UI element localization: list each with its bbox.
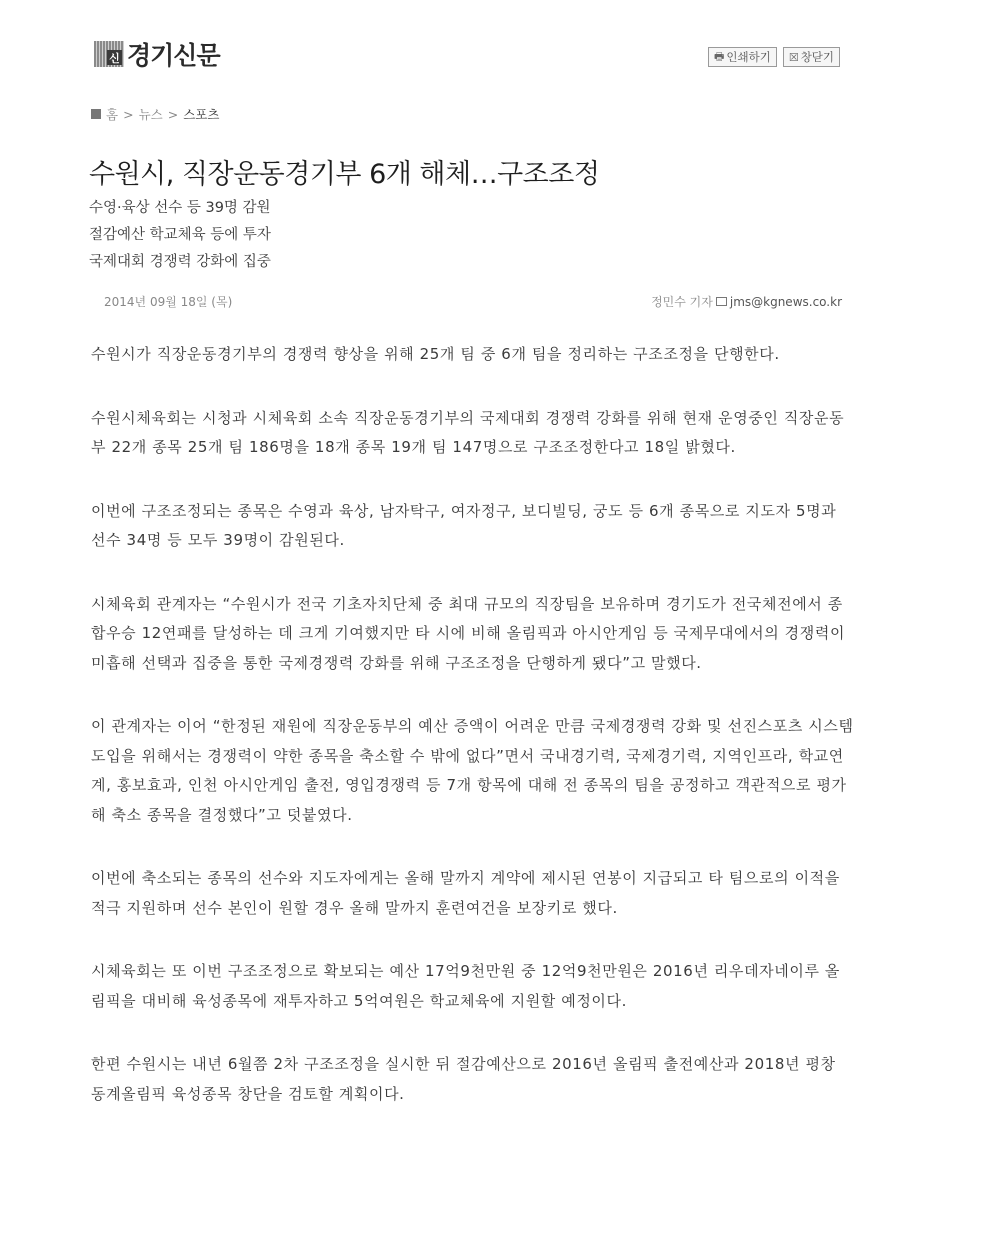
article-byline <box>651 293 842 310</box>
close-label: 창닫기 <box>800 50 835 64</box>
breadcrumb-sports[interactable]: 스포츠 <box>183 107 220 122</box>
home-icon <box>91 109 101 119</box>
subtitle-line: 절감예산 학교체육 등에 투자 <box>89 227 271 243</box>
article-paragraph: 시체육회는 또 이번 구조조정으로 확보되는 예산 17억9천만원 중 12억9천만원은 2016년 리우데자네이루 올림픽을 대비해 육성종목에 재투자하고 5억여원은 학교체육에 지원할 예정이다. <box>91 962 840 1010</box>
reporter-email[interactable]: jms@kgnews.co.kr <box>729 294 842 309</box>
article-paragraph: 수원시체육회는 시청과 시체육회 소속 직장운동경기부의 국제대회 경쟁력 강화를 위해 현재 운영중인 직장운동부 22개 종목 25개 팀 186명을 18개 종목 19개 팀 147명으로 구조조정한다고 18일 밝혔다. <box>91 408 845 456</box>
print-button[interactable] <box>708 47 777 67</box>
logo-badge: 신 <box>107 50 122 65</box>
subtitle-line: 수영·육상 선수 등 39명 감원 <box>89 200 271 216</box>
article-paragraph: 이 관계자는 이어 “한정된 재원에 직장운동부의 예산 증액이 어려운 만큼 국제경쟁력 강화 및 선진스포츠 시스템 도입을 위해서는 경쟁력이 약한 종목을 축소할 수 밖에 없다”면서 국내경기력, 국제경기력, 지역인프라, 학교연계, 홍보효과, 인천 아시안게임 출전, 영입경쟁력 등 7개 항목에 대해 전 종목의 팀을 공정하고 객관적으로 평가해 축소 종목을 결정했다”고 덧붙였다. <box>91 717 854 824</box>
logo-text: 경기신문 <box>127 41 220 70</box>
article-paragraph: 시체육회 관계자는 “수원시가 전국 기초자치단체 중 최대 규모의 직장팀을 보유하며 경기도가 전국체전에서 종합우승 12연패를 달성하는 데 크게 기여했지만 타 시에 비해 올림픽과 아시안게임 등 국제무대에서의 경쟁력이 미흡해 선택과 집중을 통한 국제경쟁력 강화를 위해 구조조정을 단행하게 됐다”고 말했다. <box>91 594 846 672</box>
article-subtitles <box>89 195 271 276</box>
article-paragraph: 한편 수원시는 내년 6월쯤 2차 구조조정을 실시한 뒤 절감예산으로 2016년 올림픽 출전예산과 2018년 평창 동계올림픽 육성종목 창단을 검토할 계획이다. <box>91 1055 836 1103</box>
breadcrumb-home[interactable]: 홈 <box>106 107 119 122</box>
print-label: 인쇄하기 <box>726 50 771 64</box>
top-buttons <box>708 47 840 67</box>
breadcrumb-news[interactable]: 뉴스 <box>138 107 163 122</box>
article-date: 2014년 09월 18일 (목) <box>104 295 233 309</box>
newspaper-logo[interactable] <box>94 38 220 70</box>
article-paragraph: 수원시가 직장운동경기부의 경쟁력 향상을 위해 25개 팀 중 6개 팀을 정리하는 구조조정을 단행한다. <box>91 345 780 363</box>
breadcrumb-separator: > <box>167 106 179 122</box>
article-title: 수원시, 직장운동경기부 6개 해체…구조조정 <box>89 159 600 190</box>
breadcrumb <box>91 105 219 123</box>
mail-icon <box>716 297 727 306</box>
logo-mark-icon <box>94 41 124 67</box>
close-window-button[interactable] <box>783 47 840 67</box>
subtitle-line: 국제대회 경쟁력 강화에 집중 <box>89 254 271 270</box>
article-paragraph: 이번에 구조조정되는 종목은 수영과 육상, 남자탁구, 여자정구, 보디빌딩, 궁도 등 6개 종목으로 지도자 5명과 선수 34명 등 모두 39명이 감원된다. <box>91 501 837 549</box>
article-paragraph: 이번에 축소되는 종목의 선수와 지도자에게는 올해 말까지 계약에 제시된 연봉이 지급되고 타 팀으로의 이적을 적극 지원하며 선수 본인이 원할 경우 올해 말까지 훈련여건을 보장키로 했다. <box>91 869 840 917</box>
breadcrumb-separator: > <box>123 106 134 122</box>
reporter-name: 정민수 기자 <box>651 295 713 309</box>
close-icon: ☒ <box>788 50 799 64</box>
article-body <box>91 340 855 1143</box>
printer-icon: 🖶 <box>714 49 725 63</box>
